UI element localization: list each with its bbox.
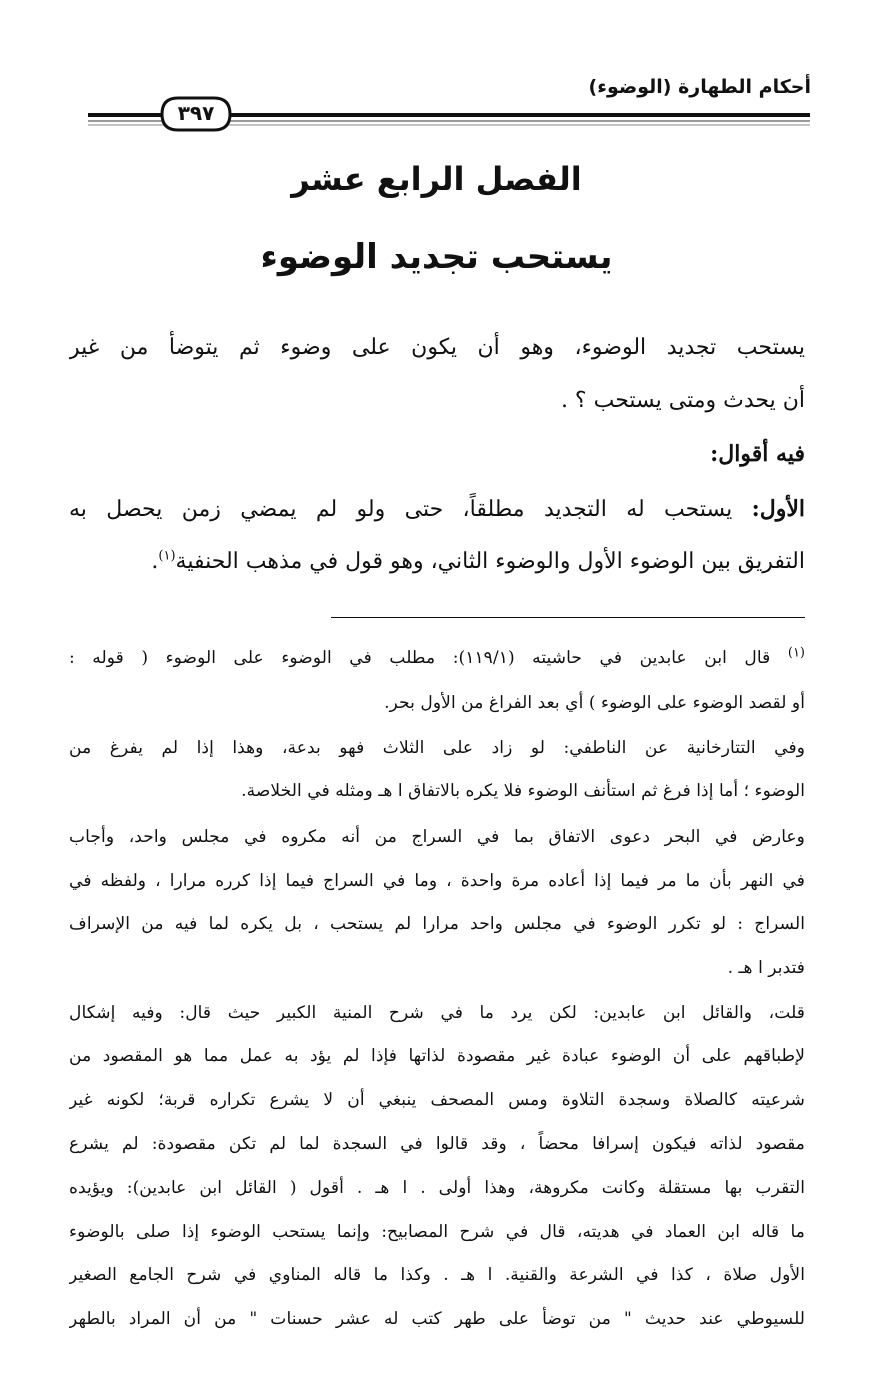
sayings-heading: فيه أقوال:: [710, 441, 805, 467]
footnote-line: وفي التتارخانية عن الناطفي: لو زاد على الثلاث فهو بدعة، وهذا إذا لم يفرغ من: [69, 738, 805, 758]
footnote-number: (١): [787, 645, 805, 661]
running-title: أحكام الطهارة (الوضوء): [588, 76, 811, 98]
footnote-line: التقرب بها مستقلة وكانت مكروهة، وهذا أولى . ا هـ . أقول ( القائل ابن عابدين): ويؤيده: [69, 1178, 805, 1198]
footnote-line: مقصود لذاته فيكون إسرافا محضاً ، وقد قالوا في السجدة لما لم تكن مقصودة: لم يشرع: [69, 1134, 805, 1154]
footnote-line: ما قاله ابن العماد في هديته، قال في شرح المصابيح: وإنما يستحب الوضوء إذا صلى بالوضوء: [69, 1222, 805, 1242]
body-line: أن يحدث ومتى يستحب ؟ .: [560, 388, 805, 413]
footnote-line: الأول صلاة ، كذا في الشرعة والقنية. ا هـ . وكذا ما قاله المناوي في شرح الجامع الصغير: [69, 1265, 805, 1285]
chapter-title: يستحب تجديد الوضوء: [260, 237, 613, 277]
footnote-line: أو لقصد الوضوء على الوضوء ) أي بعد الفراغ من الأول بحر.: [384, 693, 805, 713]
footnote-line: لإطباقهم على أن الوضوء عبادة غير مقصودة لذاتها فإذا لم يؤد به عمل مما هو المقصود من: [69, 1046, 805, 1066]
chapter-heading: الفصل الرابع عشر: [291, 160, 582, 198]
body-line: يستحب تجديد الوضوء، وهو أن يكون على وضوء ثم يتوضأ من غير: [69, 335, 805, 360]
footnote-line: وعارض في البحر دعوى الاتفاق بما في السراج من أنه مكروه في مجلس واحد، وأجاب: [69, 827, 805, 847]
first-saying-label: الأول:: [751, 496, 805, 522]
footnote-line: السراج : لو تكرر الوضوء في مجلس واحد مرارا لم يستحب ، بل يكره لما فيه من الإسراف: [69, 914, 805, 934]
footnote-separator: [331, 617, 805, 618]
footnote-line: شرعيته كالصلاة وسجدة التلاوة ومس المصحف ينبغي أن لا يشرع تكراره قربة؛ لكونه غير: [69, 1090, 805, 1110]
footnote-line: الوضوء ؛ أما إذا فرغ ثم استأنف الوضوء فلا يكره بالاتفاق ا هـ ومثله في الخلاصة.: [241, 781, 805, 801]
body-line: الأول: يستحب له التجديد مطلقاً، حتى ولو لم يمضي زمن يحصل به: [69, 496, 805, 522]
footnote-line: للسيوطي عند حديث " من توضأ على طهر كتب له عشر حسنات " من أن المراد بالطهر: [69, 1309, 805, 1329]
footnote-line: في النهر بأن ما مر فيما إذا أعاده مرة واحدة ، وما في السراج فيما إذا كرره مرارا ، ولفظه في: [69, 871, 805, 891]
body-line: التفريق بين الوضوء الأول والوضوء الثاني، وهو قول في مذهب الحنفية$^{(١)}$.: [151, 548, 805, 574]
footnote-line: $^{(١)}$ قال ابن عابدين في حاشيته (١١٩/١): مطلب في الوضوء على الوضوء ( قوله :: [69, 645, 805, 668]
footnote-line: قلت، والقائل ابن عابدين: لكن يرد ما في شرح المنية الكبير حيث قال: وفيه إشكال: [69, 1003, 805, 1023]
page-number: ٣٩٧: [177, 101, 215, 125]
footnote-reference[interactable]: (١): [158, 548, 176, 564]
footnote-line: فتدبر ا هـ .: [727, 958, 805, 978]
